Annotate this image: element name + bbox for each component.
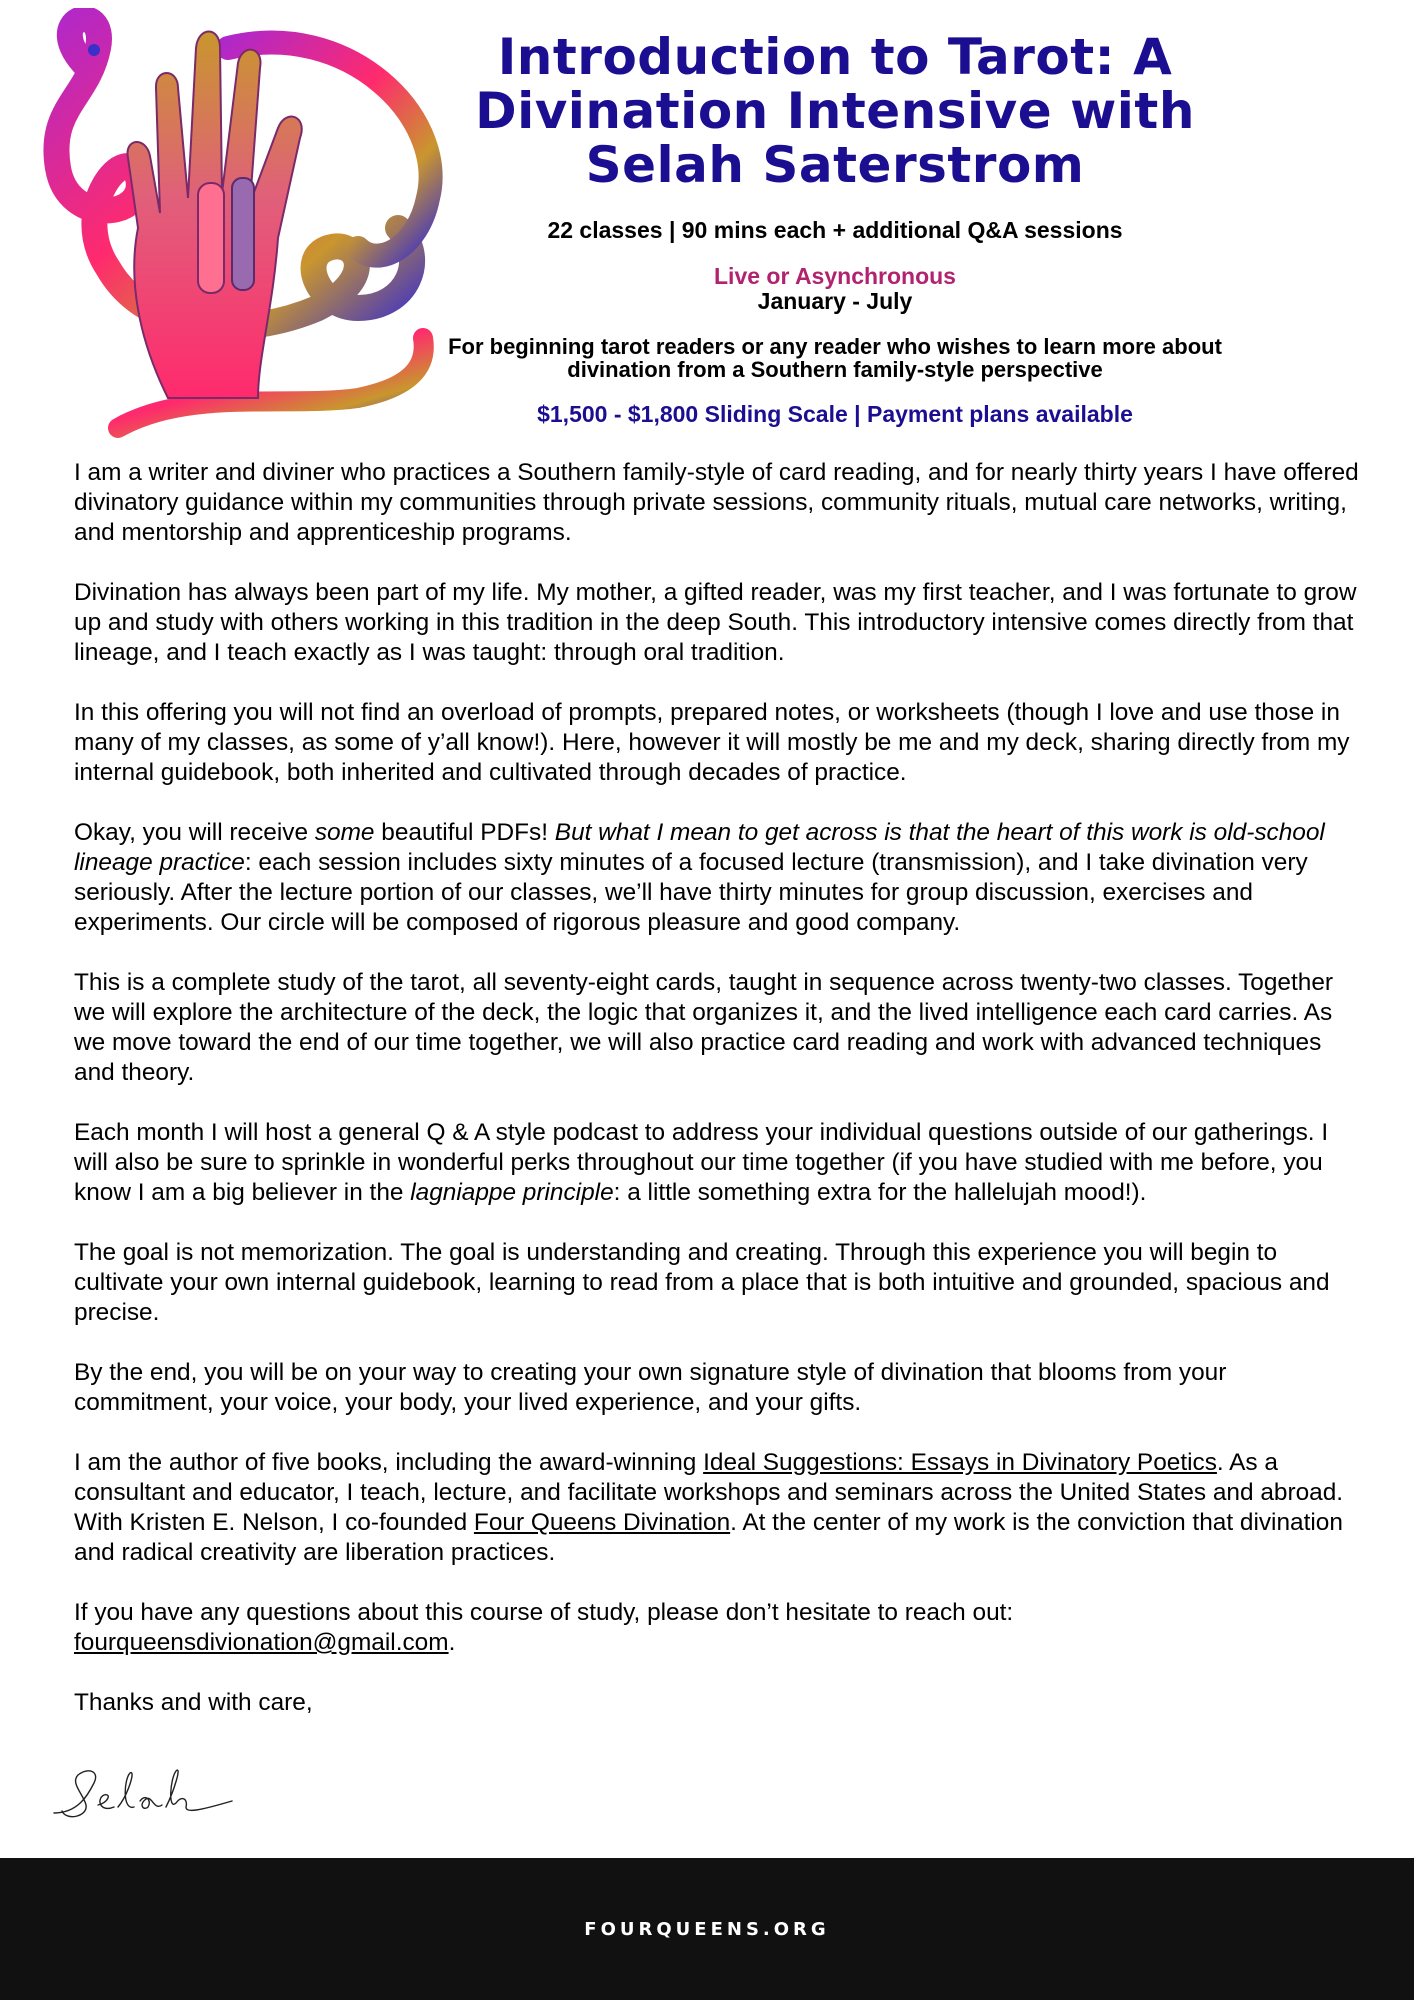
paragraph: This is a complete study of the tarot, all seventy-eight cards, taught in sequence across twenty-two classes. Together we will explore the architecture of the deck, the logic that organizes it, and the lived intelligence each card carries. As we move toward the end of our time together, we will also practice card reading and work with advanced techniques and theory. xyxy=(74,969,1334,1086)
page-title: Introduction to Tarot: A Divination Intensive with Selah Saterstrom xyxy=(475,28,1195,194)
hand-with-serpent-illustration xyxy=(28,8,448,438)
signature xyxy=(48,1755,248,1825)
date-range: January - July xyxy=(757,288,913,314)
email-link[interactable]: fourqueensdivionation@gmail.com xyxy=(74,1629,449,1656)
body-text xyxy=(74,458,1364,1718)
closing-line: Thanks and with care, xyxy=(74,1689,313,1716)
course-header xyxy=(420,30,1250,428)
paragraph: I am the author of five books, including the award-winning Ideal Suggestions: Essays in Divinatory Poetics. As a consultant and educator, I teach, lecture, and facilitate workshops and seminars across the United States and abroad. With Kristen E. Nelson, I co-founded Four Queens Divination. At the center of my work is the conviction that divination and radical creativity are liberation practices. xyxy=(74,1449,1344,1566)
paragraph: By the end, you will be on your way to creating your own signature style of divination that blooms from your commitment, your voice, your body, your lived experience, and your gifts. xyxy=(74,1359,1227,1416)
book-link[interactable]: Ideal Suggestions: Essays in Divinatory Poetics xyxy=(703,1449,1217,1476)
four-queens-link[interactable]: Four Queens Divination xyxy=(473,1509,731,1536)
price-info: $1,500 - $1,800 Sliding Scale | Payment plans available xyxy=(537,401,1133,427)
audience-description: For beginning tarot readers or any reader who wishes to learn more about divination from a Southern family-style perspective xyxy=(448,334,1222,382)
paragraph: Okay, you will receive some beautiful PDFs! But what I mean to get across is that the heart of this work is old-school lineage practice: each session includes sixty minutes of a focused lecture (transmission), and I take divination very seriously. After the lecture portion of our classes, we’ll have thirty minutes for group discussion, exercises and experiments. Our circle will be composed of rigorous pleasure and good company. xyxy=(74,819,1325,936)
site-link[interactable]: FOURQUEENS.ORG xyxy=(584,1918,830,1940)
paragraph: The goal is not memorization. The goal is understanding and creating. Through this experience you will begin to cultivate your own internal guidebook, learning to read from a place that is both intuitive and grounded, spacious and precise. xyxy=(74,1239,1330,1326)
paragraph: Divination has always been part of my life. My mother, a gifted reader, was my first teacher, and I was fortunate to grow up and study with others working in this tradition in the deep South. This introductory intensive comes directly from that lineage, and I teach exactly as I was taught: through oral tradition. xyxy=(74,579,1357,666)
paragraph: In this offering you will not find an overload of prompts, prepared notes, or worksheets (though I love and use those in many of my classes, as some of y’all know!). Here, however it will mostly be me and my deck, sharing directly from my internal guidebook, both inherited and cultivated through decades of practice. xyxy=(74,699,1350,786)
paragraph: I am a writer and diviner who practices a Southern family-style of card reading, and for nearly thirty years I have offered divinatory guidance within my communities through private sessions, community rituals, mutual care networks, writing, and mentorship and apprenticeship programs. xyxy=(74,459,1359,546)
delivery-mode: Live or Asynchronous xyxy=(714,263,956,289)
class-schedule: 22 classes | 90 mins each + additional Q&A sessions xyxy=(547,217,1123,243)
paragraph: Each month I will host a general Q & A style podcast to address your individual questions outside of our gatherings. I will also be sure to sprinkle in wonderful perks throughout our time together (if you have studied with me before, you know I am a big believer in the lagniappe principle: a little something extra for the hallelujah mood!). xyxy=(74,1119,1329,1206)
paragraph: If you have any questions about this course of study, please don’t hesitate to reach out: fourqueensdivionation@gmail.com. xyxy=(74,1599,1014,1656)
footer xyxy=(0,1858,1414,2000)
